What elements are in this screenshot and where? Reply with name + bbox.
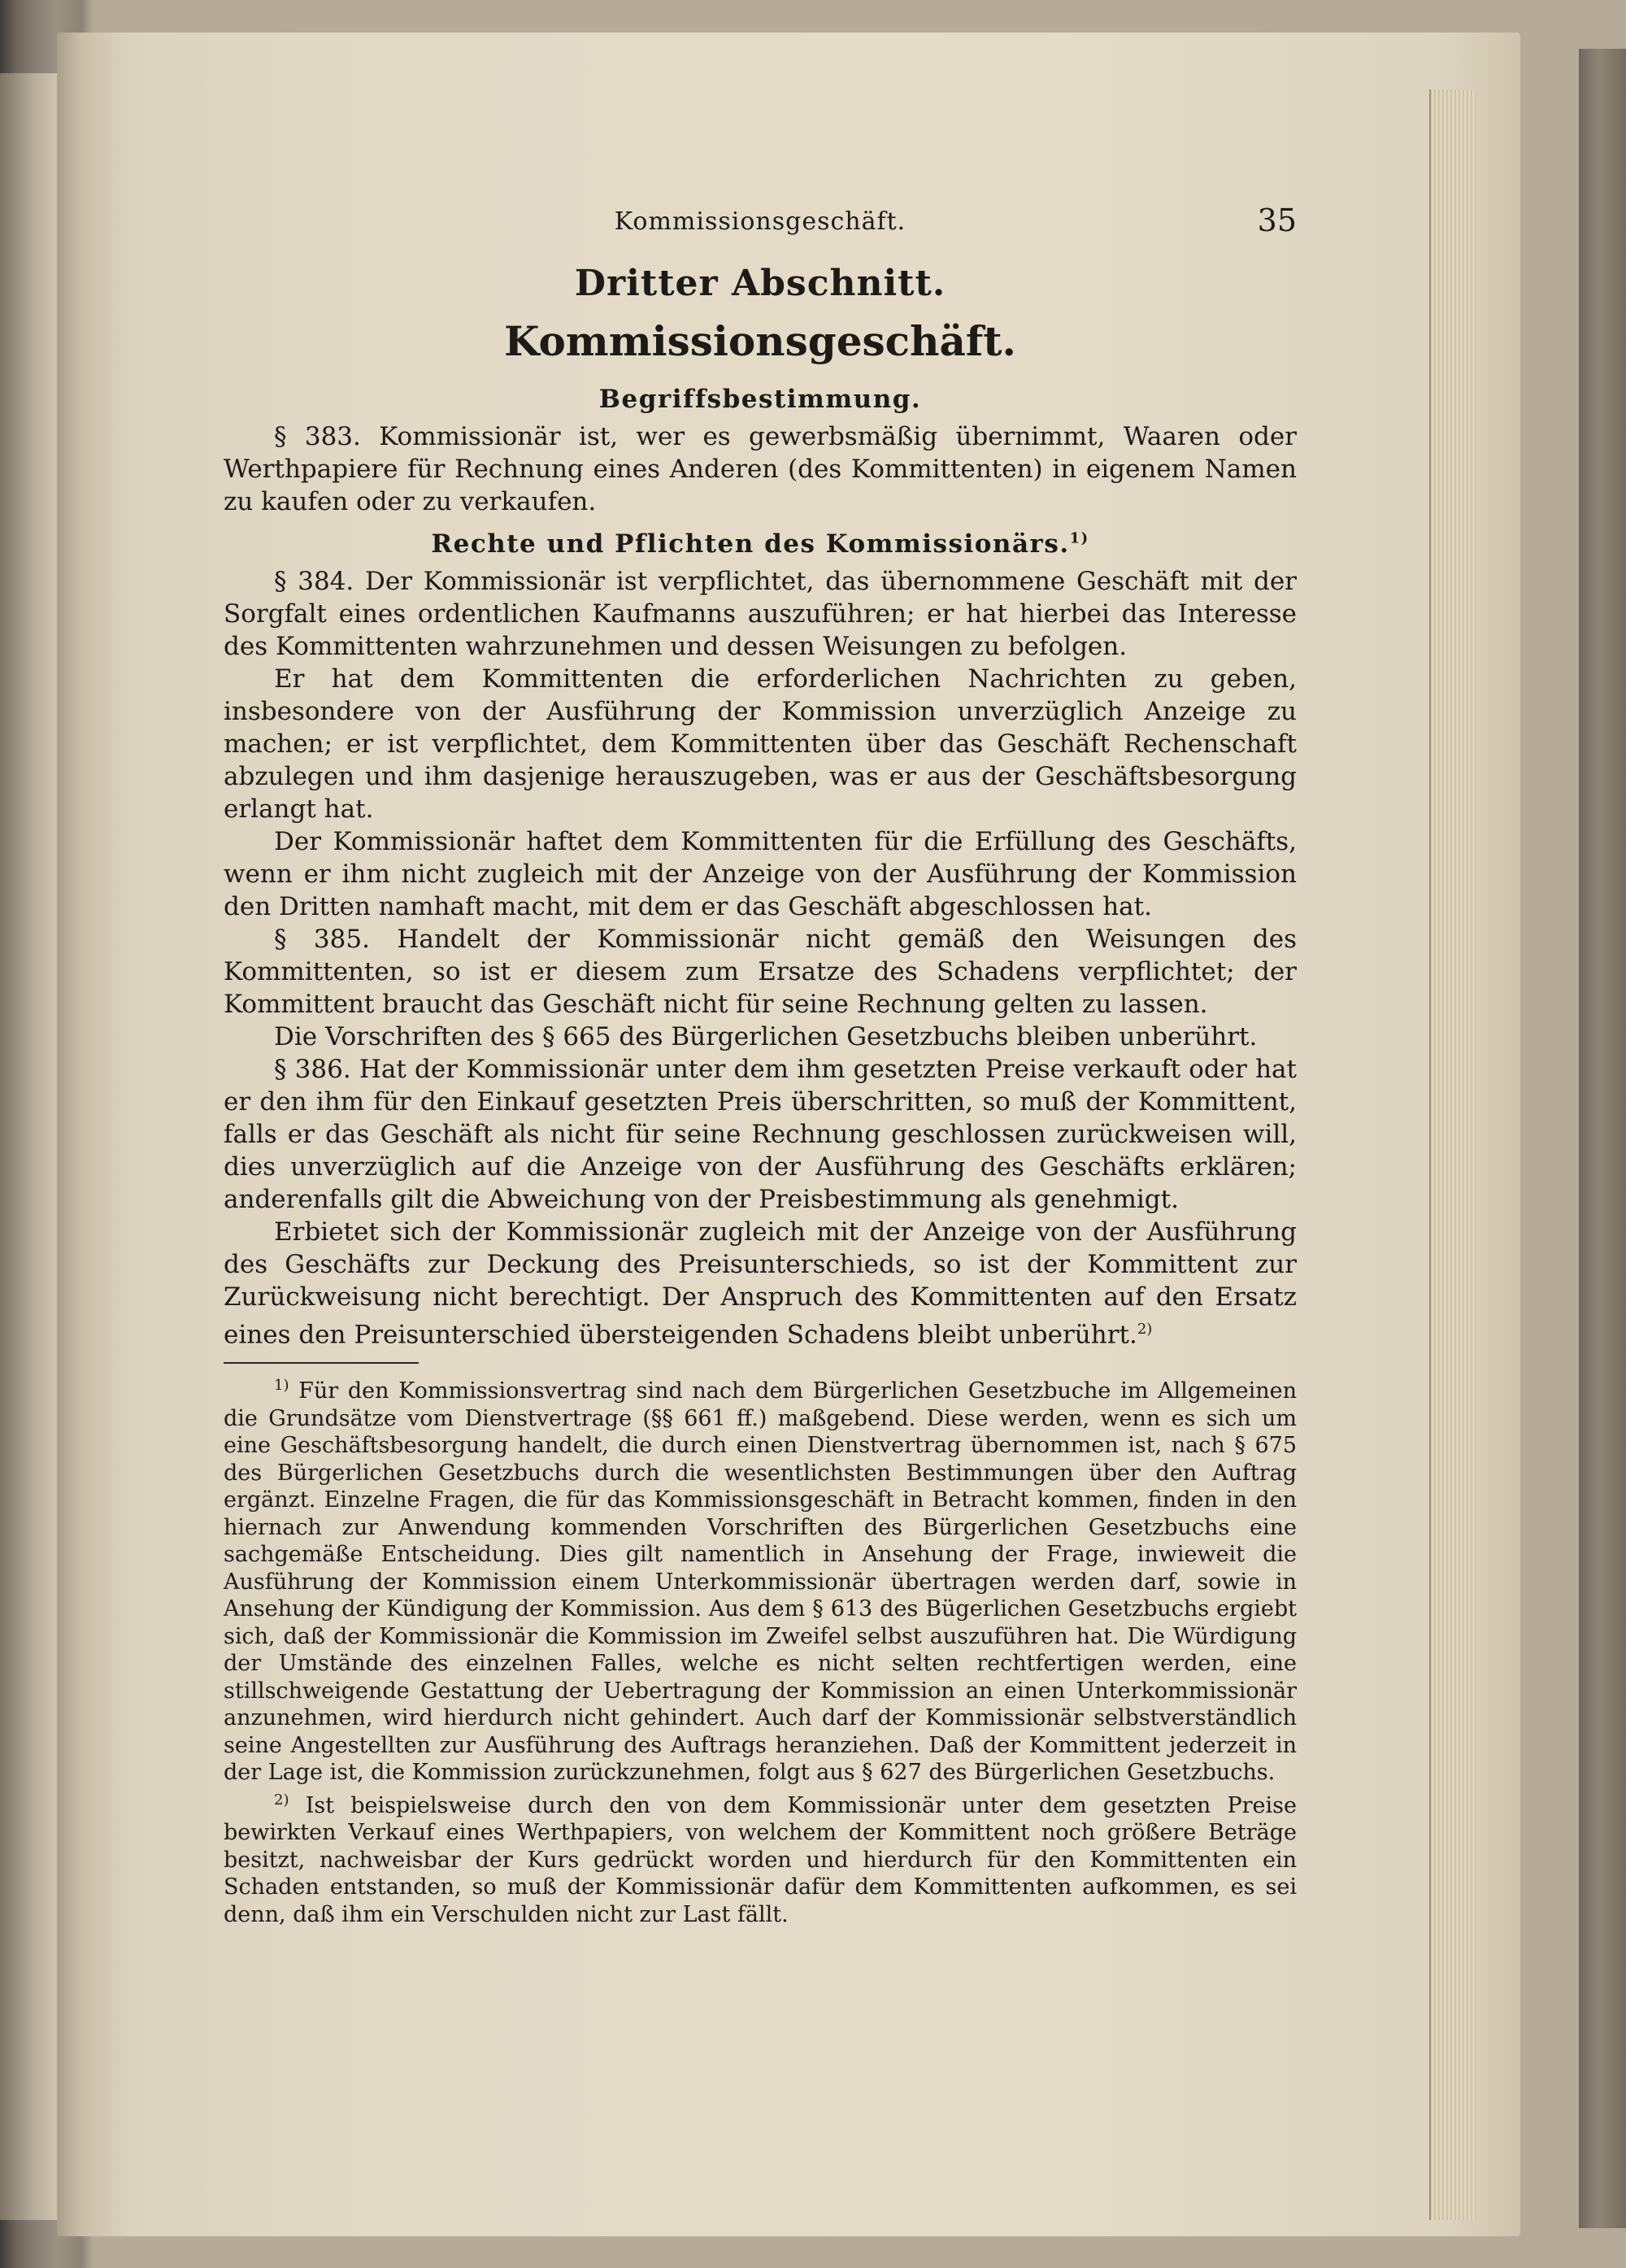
paragraph-384: § 384. Der Kommissionär ist verpflichtet, das übernommene Geschäft mit der Sorgfalt eines ordentlichen Kaufmanns auszuführen; er hat hierbei das Interesse des Kommittenten wahrzunehmen und dessen Weisungen zu befolgen. — [224, 567, 1297, 661]
paragraph-386-2 — [224, 1216, 1297, 1351]
page-number: 35 — [1257, 202, 1297, 238]
heading-rights — [224, 529, 1297, 559]
chapter-title: Kommissionsgeschäft. — [504, 317, 1016, 365]
book-cover-edge — [1579, 49, 1626, 2228]
paragraph-386-2-text: Erbietet sich der Kommissionär zugleich mit der Anzeige von der Ausführung des Geschäfts zur Deckung des Preisunterschieds, so ist der Kommittent zur Zurückweisung nicht berechtigt. Der Anspruch des Kommittenten auf den Ersatz eines den Preisunterschied übersteigenden Schadens bleibt unberührt. — [224, 1217, 1297, 1350]
heading-rights-note: 1) — [1069, 529, 1089, 547]
running-title: Kommissionsgeschäft. — [614, 207, 906, 236]
section-label: Dritter Abschnitt. — [574, 263, 946, 304]
left-page-edge — [0, 73, 57, 2220]
footnote-2-marker: 2) — [274, 1791, 289, 1809]
footnote-1-text: Für den Kommissionsvertrag sind nach dem Bürgerlichen Gesetzbuche im Allgemeinen die Grundsätze vom Dienstvertrage (§§ 661 ff.) maßgebend. Diese werden, wenn es sich um eine Geschäftsbesorgung handelt, die durch einen Dienstvertrag übernommen ist, nach § 675 des Bürgerlichen Gesetzbuchs durch die wesentlichsten Bestimmungen über den Auftrag ergänzt. Einzelne Fragen, die für das Kommissionsgeschäft in Betracht kommen, finden in den hiernach zur Anwendung kommenden Vorschriften des Bürgerlichen Gesetzbuchs eine sachgemäße Entscheidung. Dies gilt namentlich in Ansehung der Frage, inwieweit die Ausführung der Kommission einem Unterkommissionär übertragen werden darf, sowie in Ansehung der Kündigung der Kommission. Aus dem § 613 des Bügerlichen Gesetzbuchs ergiebt sich, daß der Kommissionär die Kommission im Zweifel selbst auszuführen hat. Die Würdigung der Umstände des einzelnen Falles, welche es nicht selten rechtfertigen werden, eine stillschweigende Gestattung der Uebertragung der Kommission an einen Unterkommissionär anzunehmen, wird hierdurch nicht gehindert. Auch darf der Kommissionär selbstverständlich seine Angestellten zur Ausführung des Auftrags heranziehen. Daß der Kommittent jederzeit in der Lage ist, die Kommission zurückzunehmen, folgt aus § 627 des Bürgerlichen Gesetzbuchs. — [224, 1378, 1297, 1786]
running-head — [224, 202, 1297, 246]
footnote-divider — [224, 1362, 419, 1364]
heading-definition: Begriffsbestimmung. — [598, 385, 922, 414]
paragraph-386: § 386. Hat der Kommissionär unter dem ihm gesetzten Preise verkauft oder hat er den ihm für den Einkauf gesetzten Preis überschritten, so muß der Kommittent, falls er das Geschäft als nicht für seine Rechnung geschlossen zurückweisen will, dies unverzüglich auf die Anzeige von der Ausführung des Geschäfts erklären; anderenfalls gilt die Abweichung von der Preisbestimmung als genehmigt. — [224, 1055, 1297, 1214]
heading-rights-text: Rechte und Pflichten des Kommissionärs. — [431, 529, 1070, 559]
paragraph-385: § 385. Handelt der Kommissionär nicht gemäß den Weisungen des Kommittenten, so ist er diesem zum Ersatze des Schadens verpflichtet; der Kommittent braucht das Geschäft nicht für seine Rechnung gelten zu lassen. — [224, 925, 1297, 1019]
paragraph-383: § 383. Kommissionär ist, wer es gewerbsmäßig übernimmt, Waaren oder Werthpapiere für Rechnung eines Anderen (des Kommittenten) in eigenem Namen zu kaufen oder zu verkaufen. — [224, 422, 1297, 516]
footnote-1 — [224, 1372, 1297, 1787]
paragraph-385-2: Die Vorschriften des § 665 des Bürgerlichen Gesetzbuchs bleiben unberührt. — [274, 1022, 1258, 1051]
paragraph-386-2-note: 2) — [1137, 1321, 1153, 1338]
footnote-2-text: Ist beispielsweise durch den von dem Kommissionär unter dem gesetzten Preise bewirkten Verkauf eines Werthpapiers, von welchem der Kommittent noch größere Beträge besitzt, nachweisbar der Kurs gedrückt worden und hierdurch für den Kommittenten ein Schaden entstanden, so muß der Kommissionär dafür dem Kommittenten aufkommen, es sei denn, daß ihm ein Verschulden nicht zur Last fällt. — [224, 1792, 1297, 1927]
paragraph-384-2: Er hat dem Kommittenten die erforderlichen Nachrichten zu geben, insbesondere von der Ausführung der Kommission unverzüglich Anzeige zu machen; er ist verpflichtet, dem Kommittenten über das Geschäft Rechenschaft abzulegen und ihm dasjenige herauszugeben, was er aus der Geschäftsbesorgung erlangt hat. — [224, 664, 1297, 824]
footnote-1-marker: 1) — [274, 1377, 289, 1395]
footnote-2 — [224, 1787, 1297, 1929]
page-content — [224, 202, 1297, 1928]
paragraph-384-3: Der Kommissionär haftet dem Kommittenten für die Erfüllung des Geschäfts, wenn er ihm nicht zugleich mit der Anzeige von der Ausführung der Kommission den Dritten namhaft macht, mit dem er das Geschäft abgeschlossen hat. — [224, 827, 1297, 921]
page-stack-edge — [1429, 89, 1476, 2220]
